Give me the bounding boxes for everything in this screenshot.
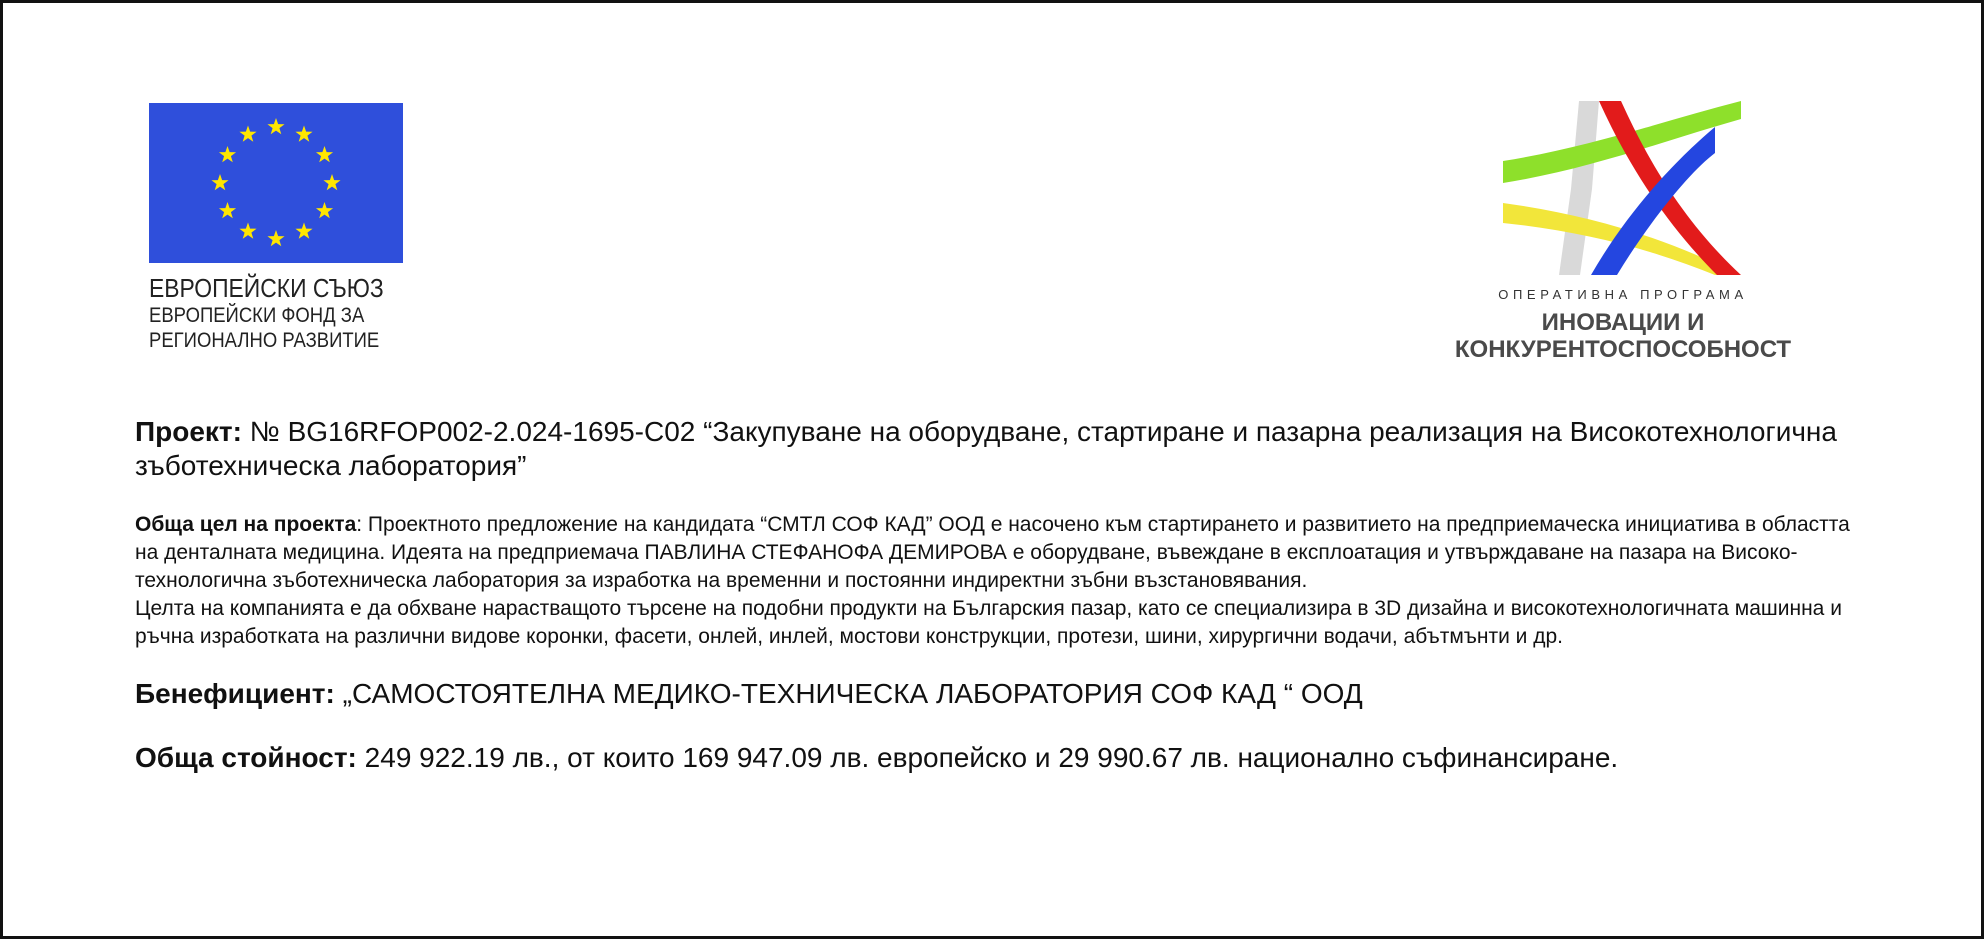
eu-flag-icon bbox=[149, 103, 403, 263]
eu-fund-label-line1: ЕВРОПЕЙСКИ ФОНД ЗА bbox=[149, 304, 365, 327]
op-emblem-stripe bbox=[1559, 101, 1599, 275]
objective-text: : Проектното предложение на кандидата “СМТЛ СОФ КАД” ООД е насочено към стартирането и развитието на предприемаческа инициатива в областта на денталната медицина. Идеята на предприемача ПАВЛИНА СТЕФАНОФА ДЕМИРОВА е оборудване, въвеждане в експлоатация и утвърждаване на пазара на Високо-технологична зъботехническа лаборатория за изработка на временни и постоянни индиректни зъбни възстановявания. bbox=[135, 513, 1850, 592]
project-line bbox=[135, 415, 1875, 483]
objective-paragraph-2: Целта на компанията е да обхване нарастващото търсене на подобни продукти на Българския пазар, като се специализира в 3D дизайна и високотехнологичната машинна и ръчна изработката на различни видове коронки, фасети, онлей, инлей, мостови конструкции, протези, шини, хирургични водачи, абътмънти и др. bbox=[135, 597, 1842, 648]
beneficiary-name: „САМОСТОЯТЕЛНА МЕДИКО-ТЕХНИЧЕСКА ЛАБОРАТОРИЯ СОФ КАД “ ООД bbox=[334, 678, 1363, 709]
eu-fund-label-line2: РЕГИОНАЛНО РАЗВИТИЕ bbox=[149, 329, 380, 352]
beneficiary-line bbox=[135, 677, 1875, 711]
eu-logo bbox=[149, 103, 449, 353]
project-label: Проект: bbox=[135, 416, 242, 447]
op-program-name-line1: ИНОВАЦИИ И bbox=[1541, 309, 1705, 336]
op-emblem-icon bbox=[1501, 99, 1741, 279]
op-program-name bbox=[1433, 309, 1813, 363]
op-program-label: ОПЕРАТИВНА ПРОГРАМА bbox=[1498, 287, 1748, 302]
total-value: 249 922.19 лв., от които 169 947.09 лв. европейско и 29 990.67 лв. национално съфинансиране. bbox=[356, 742, 1619, 773]
info-text bbox=[135, 415, 1875, 775]
total-label: Обща стойност: bbox=[135, 742, 357, 773]
project-title: № BG16RFOP002-2.024-1695-C02 “Закупуване на оборудване, стартиране и пазарна реализация на Високотехнологична зъботехническа лаборатория” bbox=[135, 416, 1837, 481]
objective-label: Обща цел на проекта bbox=[135, 513, 357, 536]
op-program-name-line2: КОНКУРЕНТОСПОСОБНОСТ bbox=[1454, 336, 1792, 363]
objective-paragraph-1 bbox=[135, 511, 1875, 595]
total-value-line bbox=[135, 741, 1875, 775]
beneficiary-label: Бенефициент: bbox=[135, 678, 335, 709]
eu-logo-text bbox=[149, 273, 449, 353]
eu-union-label: ЕВРОПЕЙСКИ СЪЮЗ bbox=[149, 273, 384, 303]
objective-section bbox=[135, 511, 1875, 651]
